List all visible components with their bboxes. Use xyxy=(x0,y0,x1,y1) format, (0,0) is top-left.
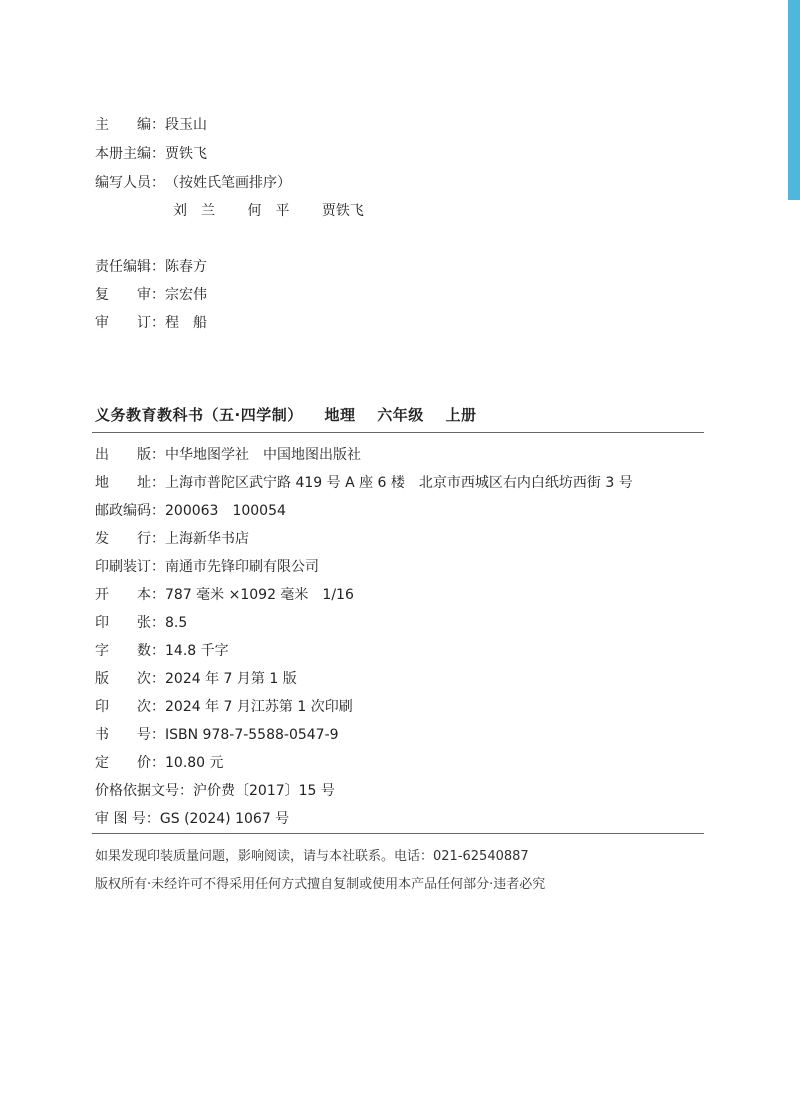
quality-notice: 如果发现印装质量问题，影响阅读，请与本社联系。电话：021-62540887 xyxy=(95,849,529,864)
pub-label: 价格依据文号： xyxy=(95,783,193,799)
pub-row-format xyxy=(95,586,354,604)
pub-row-postcode xyxy=(95,502,286,520)
volume-editor-row xyxy=(95,145,207,163)
pub-label: 字 数： xyxy=(95,643,165,659)
pub-value: 200063 100054 xyxy=(165,503,286,519)
pub-value: ISBN 978-7-5588-0547-9 xyxy=(165,727,339,743)
pub-label: 书 号： xyxy=(95,727,165,743)
responsible-editor-row xyxy=(95,258,207,276)
pub-value: 上海新华书店 xyxy=(165,531,249,547)
volume-editor-value: 贾铁飞 xyxy=(165,146,207,162)
writer-names xyxy=(173,202,392,220)
pub-value: 上海市普陀区武宁路 419 号 A 座 6 楼 北京市西城区右内白纸坊西街 3 号 xyxy=(165,475,633,491)
pub-value: 787 毫米 ×1092 毫米 1/16 xyxy=(165,587,354,603)
pub-row-isbn xyxy=(95,726,339,744)
pub-label: 版 次： xyxy=(95,671,165,687)
pub-row-sheets xyxy=(95,614,187,632)
pub-label: 地 址： xyxy=(95,475,165,491)
review-row xyxy=(95,286,207,304)
pub-value: 14.8 千字 xyxy=(165,643,229,659)
book-series: 义务教育教科书（五·四学制） xyxy=(95,406,303,424)
audit-label: 审 订： xyxy=(95,315,165,331)
pub-label: 印刷装订： xyxy=(95,559,165,575)
audit-row xyxy=(95,314,207,332)
pub-row-printer xyxy=(95,558,319,576)
edge-color-tab xyxy=(788,0,800,200)
pub-row-price-doc xyxy=(95,782,335,800)
pub-row-distributor xyxy=(95,530,249,548)
writers-note: （按姓氏笔画排序） xyxy=(165,175,291,191)
writer-name: 刘 兰 xyxy=(173,203,215,219)
pub-value: 沪价费〔2017〕15 号 xyxy=(193,783,335,799)
pub-label: 出 版： xyxy=(95,447,165,463)
pub-label: 定 价： xyxy=(95,755,165,771)
book-title xyxy=(95,404,492,425)
writers-label: 编写人员： xyxy=(95,175,165,191)
chief-editor-row xyxy=(95,116,207,134)
responsible-editor-label: 责任编辑： xyxy=(95,259,165,275)
responsible-editor-value: 陈春方 xyxy=(165,259,207,275)
volume-editor-label: 本册主编： xyxy=(95,146,165,162)
pub-row-wordcount xyxy=(95,642,229,660)
writers-row xyxy=(95,174,291,192)
pub-value: 2024 年 7 月江苏第 1 次印刷 xyxy=(165,699,353,715)
pub-row-address xyxy=(95,474,633,492)
pub-label: 发 行： xyxy=(95,531,165,547)
pub-row-printing xyxy=(95,698,353,716)
pub-value: 南通市先锋印刷有限公司 xyxy=(165,559,319,575)
review-value: 宗宏伟 xyxy=(165,287,207,303)
pub-label: 审 图 号： xyxy=(95,811,160,827)
chief-editor-value: 段玉山 xyxy=(165,117,207,133)
pub-row-edition xyxy=(95,670,297,688)
pub-value: GS (2024) 1067 号 xyxy=(159,811,290,827)
divider-top xyxy=(92,432,704,433)
copyright-notice: 版权所有·未经许可不得采用任何方式擅自复制或使用本产品任何部分·违者必究 xyxy=(95,877,546,892)
pub-value: 2024 年 7 月第 1 版 xyxy=(165,671,297,687)
pub-label: 开 本： xyxy=(95,587,165,603)
writer-name: 何 平 xyxy=(247,203,290,219)
audit-value: 程 船 xyxy=(165,315,207,331)
chief-editor-label: 主 编： xyxy=(95,117,165,133)
pub-label: 印 张： xyxy=(95,615,165,631)
divider-bottom xyxy=(92,833,704,834)
book-volume: 上册 xyxy=(445,406,477,424)
pub-value: 8.5 xyxy=(165,615,188,631)
book-grade: 六年级 xyxy=(377,406,424,424)
pub-row-publisher xyxy=(95,446,361,464)
writer-name: 贾铁飞 xyxy=(321,203,364,219)
pub-value: 10.80 元 xyxy=(165,755,224,771)
review-label: 复 审： xyxy=(95,287,165,303)
pub-row-price xyxy=(95,754,224,772)
pub-value: 中华地图学社 中国地图出版社 xyxy=(165,447,361,463)
book-subject: 地理 xyxy=(324,406,356,424)
pub-row-map-review xyxy=(95,810,289,828)
pub-label: 印 次： xyxy=(95,699,165,715)
pub-label: 邮政编码： xyxy=(95,503,165,519)
